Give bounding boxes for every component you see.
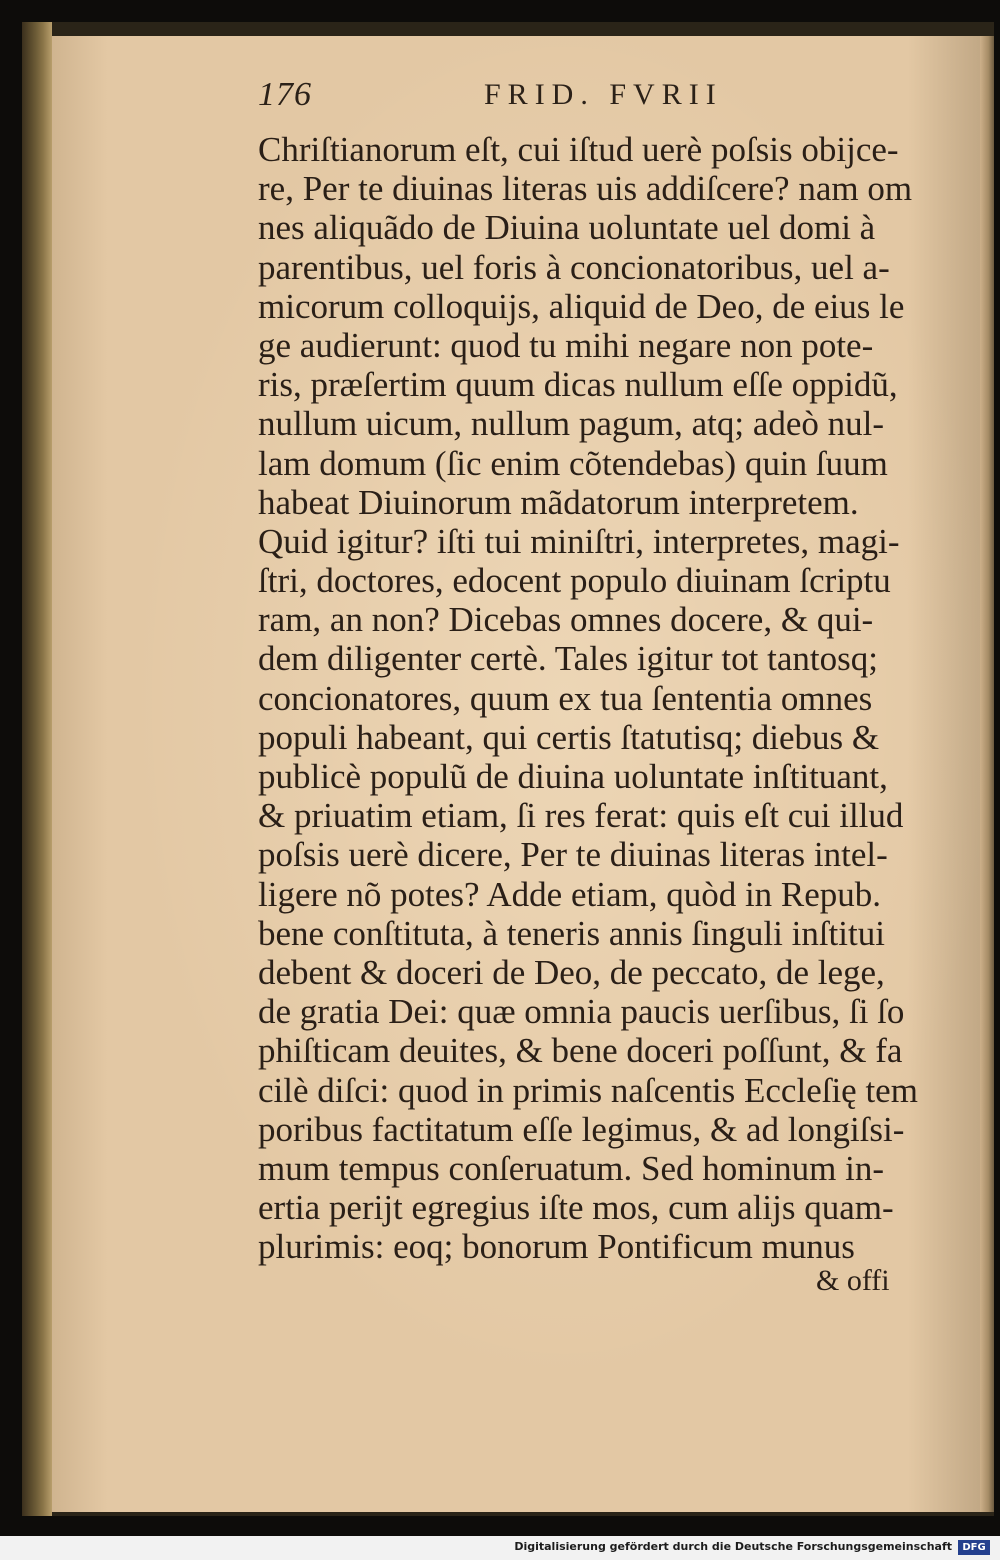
text-line: cilè diſci: quod in primis naſcentis Eccleſię tem [258,1070,918,1110]
page-header [258,76,818,126]
text-line: phiſticam deuites, & bene doceri poſſunt, & fa [258,1031,903,1071]
text-line: ertia perijt egregius iſte mos, cum alijs quam- [258,1188,894,1228]
text-line: dem diligenter certè. Tales igitur tot tantosq; [258,639,878,679]
text-line: de gratia Dei: quæ omnia paucis uerſibus, ſi ſo [258,992,905,1032]
text-line: parentibus, uel foris à concionatoribus, uel a- [258,247,890,287]
book-spine-edge [22,22,52,1516]
text-line: bene conſtituta, à teneris annis ſinguli inſtitui [258,913,885,953]
text-line: & priuatim etiam, ſi res ferat: quis eſt cui illud [258,796,904,836]
footer-bar [0,1536,1000,1560]
text-line: poribus factitatum eſſe legimus, & ad longiſsi- [258,1109,905,1149]
text-line: mum tempus conſeruatum. Sed hominum in- [258,1148,885,1188]
catchword: & offi [816,1264,890,1297]
text-line: publicè populũ de diuina uoluntate inſtituant, [258,757,888,796]
text-line: Quid igitur? iſti tui miniſtri, interpretes, magi- [258,521,900,561]
text-line: plurimis: eoq; bonorum Pontificum munus [258,1227,855,1267]
text-line: populi habeant, qui certis ſtatutisq; diebus & [258,717,880,757]
text-line: habeat Diuinorum mãdatorum interpretem. [258,482,859,522]
text-line: ge audierunt: quod tu mihi negare non pote- [258,325,874,365]
text-line: nullum uicum, nullum pagum, atq; adeò nul- [258,404,885,444]
running-head: FRID. FVRII [484,78,723,111]
text-line: micorum colloquijs, aliquid de Deo, de eius le [258,286,905,326]
page-number: 176 [258,76,312,113]
text-line: poſsis uerè dicere, Per te diuinas literas intel- [258,835,888,875]
text-line: concionatores, quum ex tua ſententia omnes [258,678,873,718]
text-line: debent & doceri de Deo, de peccato, de lege, [258,952,885,992]
text-line: ſtri, doctores, edocent populo diuinam ſcriptu [258,561,891,601]
text-line: nes aliquãdo de Diuina uoluntate uel domi à [258,208,876,248]
page-fore-edge [980,36,994,1512]
body-text [258,130,958,1266]
text-line: ligere nõ potes? Adde etiam, quòd in Repub. [258,874,882,914]
dfg-logo: DFG [958,1540,990,1555]
funding-credit: Digitalisierung gefördert durch die Deutsche Forschungsgemeinschaft [514,1540,952,1553]
text-line: lam domum (ſic enim cõtendebas) quin ſuum [258,443,888,483]
text-line: Chriſtianorum eſt, cui iſtud uerè poſsis obijce- [258,130,899,169]
text-line: re, Per te diuinas literas uis addiſcere? nam om [258,169,913,209]
text-line: ris, præſertim quum dicas nullum eſſe oppidũ, [258,365,898,405]
text-line: ram, an non? Dicebas omnes docere, & qui- [258,600,874,640]
